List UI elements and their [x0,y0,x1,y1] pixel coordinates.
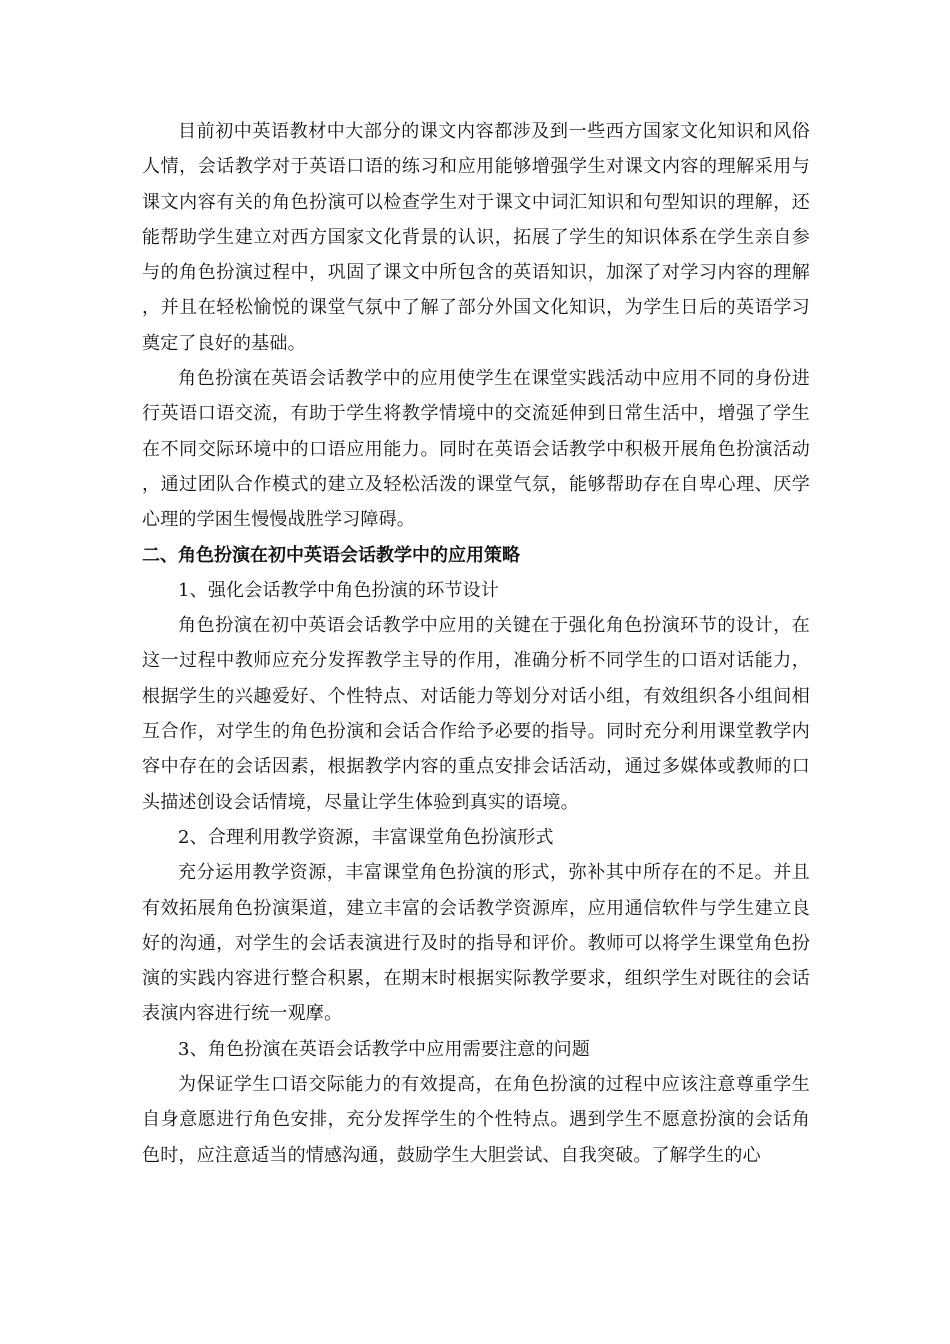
subsection-heading: 3、角色扮演在英语会话教学中应用需要注意的问题 [178,1038,591,1060]
document-body [142,114,810,1173]
body-paragraph: 角色扮演在初中英语会话教学中应用的关键在于强化角色扮演环节的设计，在这一过程中教师应充分发挥教学主导的作用，准确分析不同学生的口语对话能力，根据学生的兴趣爱好、个性特点、对话能力等划分对话小组，有效组织各小组间相互合作，对学生的角色扮演和会话合作给予必要的指导。同时充分利用课堂教学内容中存在的会话因素，根据教学内容的重点安排会话活动，通过多媒体或教师的口头描述创设会话情境，尽量让学生体验到真实的语境。 [142,615,810,813]
subsection-heading: 2、合理利用教学资源，丰富课堂角色扮演形式 [178,826,554,848]
body-paragraph: 充分运用教学资源，丰富课堂角色扮演的形式，弥补其中所存在的不足。并且有效拓展角色扮演渠道，建立丰富的会话教学资源库，应用通信软件与学生建立良好的沟通，对学生的会话表演进行及时的指导和评价。教师可以将学生课堂角色扮演的实践内容进行整合积累，在期末时根据实际教学要求，组织学生对既往的会话表演内容进行统一观摩。 [142,862,810,1025]
body-paragraph: 角色扮演在英语会话教学中的应用使学生在课堂实践活动中应用不同的身份进行英语口语交流，有助于学生将教学情境中的交流延伸到日常生活中，增强了学生在不同交际环境中的口语应用能力。同时在英语会话教学中积极开展角色扮演活动，通过团队合作模式的建立及轻松活泼的课堂气氛，能够帮助存在自卑心理、厌学心理的学困生慢慢战胜学习障碍。 [142,368,810,531]
body-paragraph: 为保证学生口语交际能力的有效提高，在角色扮演的过程中应该注意尊重学生自身意愿进行角色安排，充分发挥学生的个性特点。遇到学生不愿意扮演的会话角色时，应注意适当的情感沟通，鼓励学生大胆尝试、自我突破。了解学生的心 [142,1074,810,1166]
section-heading: 二、角色扮演在初中英语会话教学中的应用策略 [142,544,520,566]
subsection-heading: 1、强化会话教学中角色扮演的环节设计 [178,579,500,601]
body-paragraph: 目前初中英语教材中大部分的课文内容都涉及到一些西方国家文化知识和风俗人情，会话教学对于英语口语的练习和应用能够增强学生对课文内容的理解采用与课文内容有关的角色扮演可以检查学生对于课文中词汇知识和句型知识的理解，还能帮助学生建立对西方国家文化背景的认识，拓展了学生的知识体系在学生亲自参与的角色扮演过程中，巩固了课文中所包含的英语知识，加深了对学习内容的理解，并且在轻松愉悦的课堂气氛中了解了部分外国文化知识，为学生日后的英语学习奠定了良好的基础。 [142,121,810,354]
